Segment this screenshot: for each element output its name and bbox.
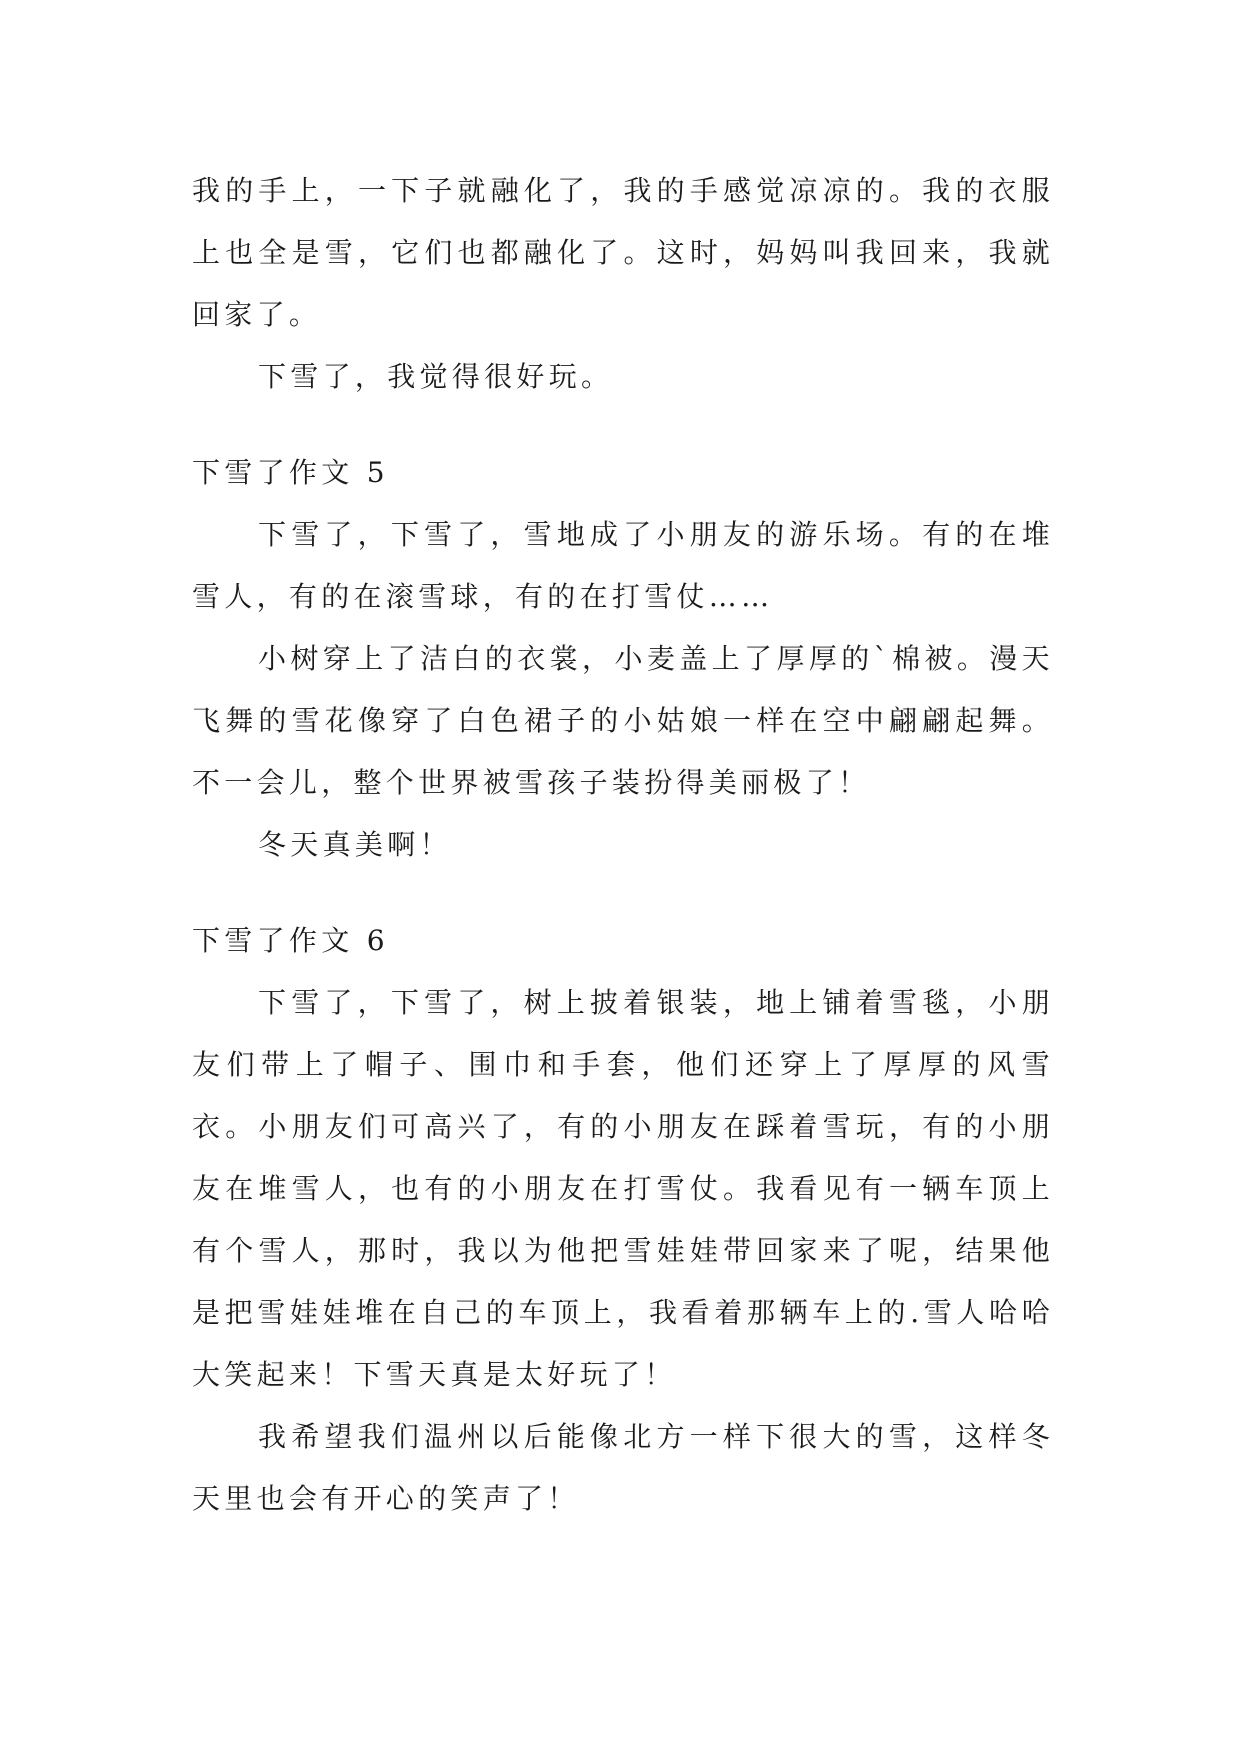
paragraph: 我希望我们温州以后能像北方一样下很大的雪，这样冬天里也会有开心的笑声了！ xyxy=(192,1420,1054,1515)
essay-6-title: 下雪了作文 6 xyxy=(192,924,389,957)
paragraph: 下雪了，我觉得很好玩。 xyxy=(258,360,614,393)
paragraph: 下雪了，下雪了，雪地成了小朋友的游乐场。有的在堆雪人，有的在滚雪球，有的在打雪仗…… xyxy=(192,518,1054,613)
paragraph: 我的手上，一下子就融化了，我的手感觉凉凉的。我的衣服上也全是雪，它们也都融化了。这时，妈妈叫我回来，我就回家了。 xyxy=(192,174,1054,331)
paragraph: 下雪了，下雪了，树上披着银装，地上铺着雪毯，小朋友们带上了帽子、围巾和手套，他们还穿上了厚厚的风雪衣。小朋友们可高兴了，有的小朋友在踩着雪玩，有的小朋友在堆雪人，也有的小朋友在打雪仗。我看见有一辆车顶上有个雪人，那时，我以为他把雪娃娃带回家来了呢，结果他是把雪娃娃堆在自己的车顶上，我看着那辆车上的.雪人哈哈大笑起来！下雪天真是太好玩了！ xyxy=(192,986,1054,1391)
paragraph: 小树穿上了洁白的衣裳，小麦盖上了厚厚的`棉被。漫天飞舞的雪花像穿了白色裙子的小姑娘一样在空中翩翩起舞。不一会儿，整个世界被雪孩子装扮得美丽极了！ xyxy=(192,642,1054,799)
paragraph: 冬天真美啊！ xyxy=(258,828,452,861)
essay-5-title: 下雪了作文 5 xyxy=(192,456,389,489)
document-body xyxy=(192,160,1054,1530)
